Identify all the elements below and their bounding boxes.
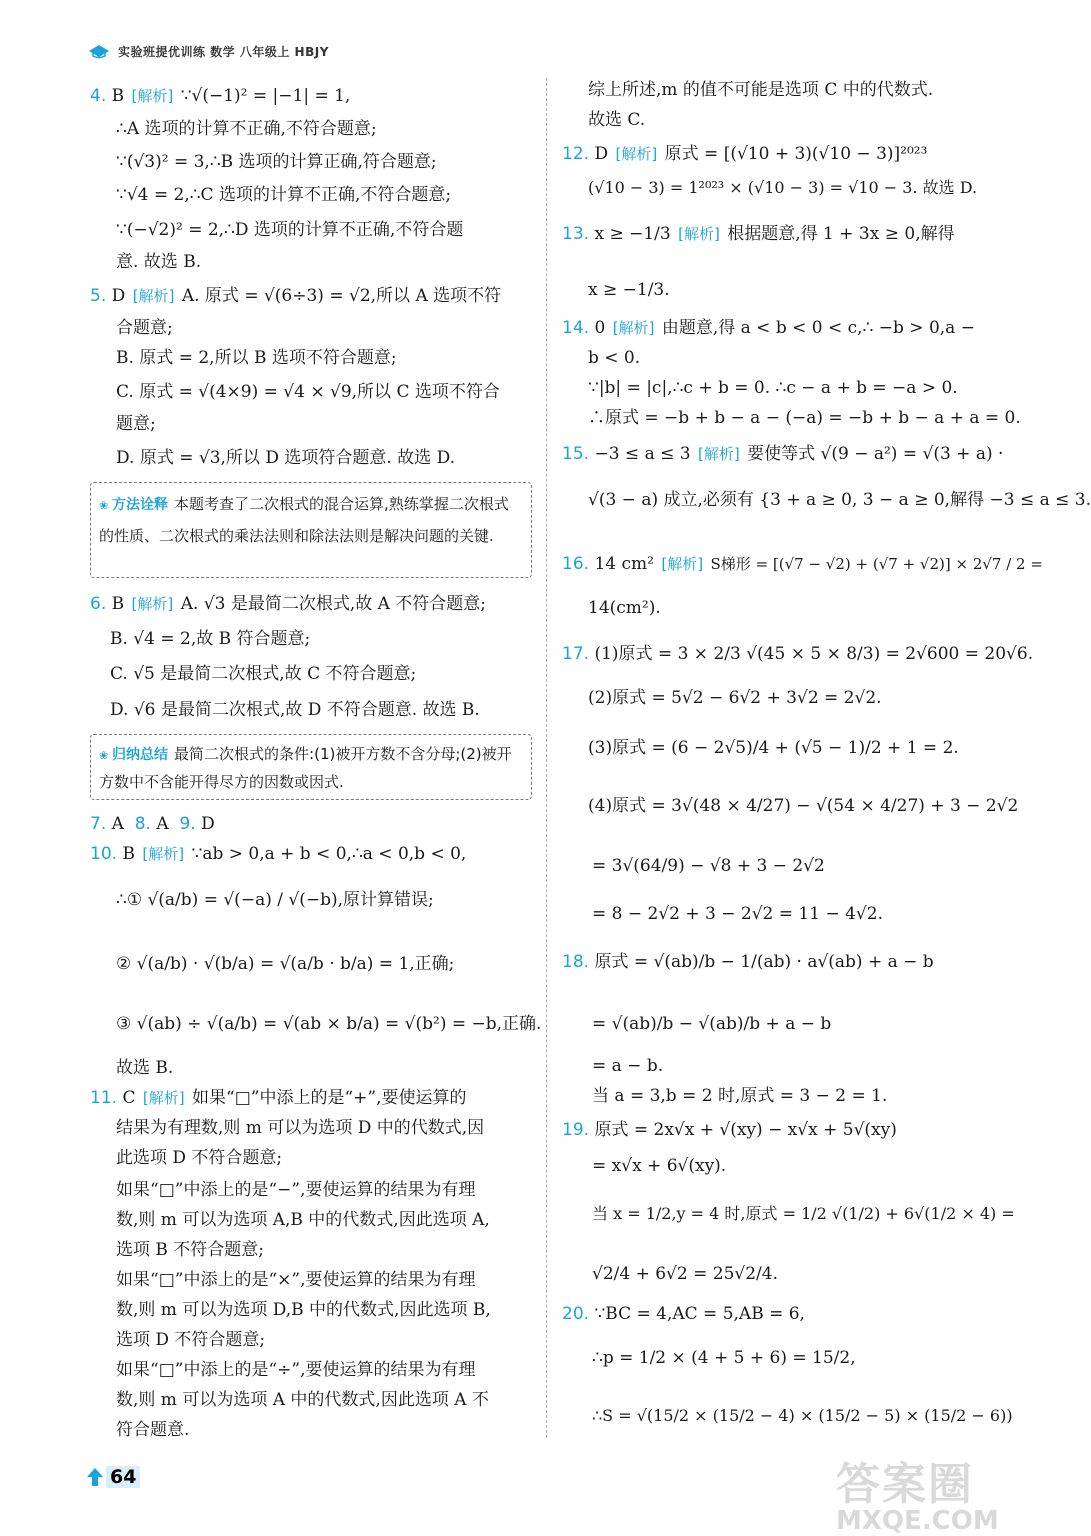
q11-line: 如果“□”中添上的是“−”,要使运算的结果为有理: [116, 1180, 476, 1200]
q17-line: = 8 − 2√2 + 3 − 2√2 = 11 − 4√2.: [592, 904, 883, 924]
q15-line: √(3 − a) 成立,必须有 {3 + a ≥ 0, 3 − a ≥ 0,解得 −3 ≤ a ≤ 3.: [588, 490, 1091, 510]
q7-number: 7.: [90, 814, 107, 834]
q17-line: (3)原式 = (6 − 2√5)/4 + (√5 − 1)/2 + 1 = 2.: [588, 738, 959, 758]
q14-answer: 0: [594, 318, 606, 338]
q11-tag: [ 解析 ]: [141, 1086, 187, 1110]
q16-head: [562, 552, 1043, 576]
up-arrow-icon: [86, 1467, 104, 1487]
q10-tag: [ 解析 ]: [140, 842, 186, 866]
q8-number: 8.: [134, 814, 151, 834]
q18-line: = a − b.: [592, 1056, 664, 1076]
summary-note-tag: ❀ 归纳总结: [99, 747, 168, 763]
q5-line: 题意;: [116, 414, 156, 434]
q11-line: 选项 B 不符合题意;: [116, 1240, 265, 1260]
q17-line: (1)原式 = 3 × 2/3 √(45 × 5 × 8/3) = 2√600 = 20√6.: [594, 644, 1034, 664]
q11-line: 数,则 m 可以为选项 A 中的代数式,因此选项 A 不: [116, 1390, 489, 1410]
q14-line: ∴原式 = −b + b − a − (−a) = −b + b − a + a = 0.: [588, 408, 1021, 428]
q19-number: 19.: [562, 1120, 590, 1140]
q7-answer: A: [111, 814, 124, 834]
q13-number: 13.: [562, 224, 590, 244]
q14-line: b < 0.: [588, 348, 641, 368]
q6-head: [90, 592, 486, 616]
method-note-text: [99, 489, 523, 551]
q16-tag: [ 解析 ]: [659, 552, 705, 576]
q5-line: 合题意;: [116, 318, 173, 338]
q11-line: 此选项 D 不符合题意;: [116, 1148, 283, 1168]
q14-line: ∵|b| = |c|,∴c + b = 0. ∴c − a + b = −a > 0.: [588, 378, 958, 398]
q5-number: 5.: [90, 286, 107, 306]
q14-line: 由题意,得 a < b < 0 < c,∴ −b > 0,a −: [661, 318, 975, 338]
q20-line: ∵BC = 4,AC = 5,AB = 6,: [594, 1304, 805, 1324]
q14-number: 14.: [562, 318, 590, 338]
q13-head: [562, 222, 955, 246]
method-note-box: [90, 482, 532, 578]
q6-line: D. √6 是最简二次根式,故 D 不符合题意. 故选 B.: [110, 700, 480, 720]
q20-head: [562, 1302, 805, 1326]
q5-answer: D: [111, 286, 126, 306]
q6-line: A. √3 是最简二次根式,故 A 不符合题意;: [180, 594, 487, 614]
q12-number: 12.: [562, 144, 590, 164]
watermark-text: 答案圈: [836, 1459, 974, 1510]
summary-note-box: [90, 734, 532, 800]
q4-head: [90, 84, 350, 108]
q17-line: = 3√(64/9) − √8 + 3 − 2√2: [592, 856, 825, 876]
q18-number: 18.: [562, 952, 590, 972]
q17-number: 17.: [562, 644, 590, 664]
q12-head: [562, 142, 927, 166]
method-note-body: 本题考查了二次根式的混合运算,熟练掌握二次根式的性质、二次根式的乘法法则和除法法则是解决问题的关键.: [99, 495, 509, 545]
q11-answer: C: [122, 1088, 136, 1108]
q11-line: 如果“□”中添上的是“×”,要使运算的结果为有理: [116, 1270, 476, 1290]
book-title: 实验班提优训练 数学 八年级上 HBJY: [118, 44, 329, 59]
q11-line: 数,则 m 可以为选项 A,B 中的代数式,因此选项 A,: [116, 1210, 490, 1230]
q11-cont-line: 综上所述,m 的值不可能是选项 C 中的代数式.: [588, 80, 934, 100]
q4-line: ∵(−√2)² = 2,∴D 选项的计算不正确,不符合题: [116, 220, 464, 240]
q10-line: 故选 B.: [116, 1058, 174, 1078]
q11-line: 如果“□”中添上的是“+”,要使运算的: [192, 1088, 467, 1108]
page-number-value: 64: [106, 1466, 140, 1488]
q4-line: ∵√(−1)² = |−1| = 1,: [180, 86, 351, 106]
q6-answer: B: [111, 594, 125, 614]
q12-line: (√10 − 3) = 1²⁰²³ × (√10 − 3) = √10 − 3. 故选 D.: [588, 178, 978, 197]
q4-number: 4.: [90, 86, 107, 106]
q5-line: D. 原式 = √3,所以 D 选项符合题意. 故选 D.: [116, 448, 456, 468]
q15-tag: [ 解析 ]: [696, 442, 742, 466]
q12-answer: D: [594, 144, 609, 164]
summary-note-text: [99, 741, 523, 795]
q9-number: 9.: [179, 814, 196, 834]
q20-number: 20.: [562, 1304, 590, 1324]
q18-head: [562, 950, 934, 974]
q14-tag: [ 解析 ]: [611, 316, 657, 340]
q15-line: 要使等式 √(9 − a²) = √(3 + a) ·: [747, 444, 1004, 464]
q18-line: 当 a = 3,b = 2 时,原式 = 3 − 2 = 1.: [592, 1086, 888, 1106]
method-note-tag: ❀ 方法诠释: [99, 497, 168, 513]
q13-line: 根据题意,得 1 + 3x ≥ 0,解得: [727, 224, 955, 244]
q19-line: √2/4 + 6√2 = 25√2/4.: [592, 1264, 778, 1284]
q15-answer: −3 ≤ a ≤ 3: [594, 444, 691, 464]
q6-line: B. √4 = 2,故 B 符合题意;: [110, 629, 311, 649]
q18-line: = √(ab)/b − √(ab)/b + a − b: [592, 1014, 832, 1034]
column-divider: [546, 78, 547, 1438]
q15-number: 15.: [562, 444, 590, 464]
q16-line: S梯形 = [(√7 − √2) + (√7 + √2)] × 2√7 / 2 =: [710, 555, 1043, 573]
q4-tag: [ 解析 ]: [130, 84, 176, 108]
q10-head: [90, 842, 466, 866]
q11-head: [90, 1086, 467, 1110]
q4-line: ∵(√3)² = 3,∴B 选项的计算正确,符合题意;: [116, 152, 437, 172]
q18-line: 原式 = √(ab)/b − 1/(ab) · a√(ab) + a − b: [594, 952, 934, 972]
q13-tag: [ 解析 ]: [676, 222, 722, 246]
q12-tag: [ 解析 ]: [614, 142, 660, 166]
q16-answer: 14 cm²: [594, 554, 654, 574]
q5-line: B. 原式 = 2,所以 B 选项不符合题意;: [116, 348, 397, 368]
q17-line: (2)原式 = 5√2 − 6√2 + 3√2 = 2√2.: [588, 688, 882, 708]
q10-answer: B: [122, 844, 135, 864]
q5-line: A. 原式 = √(6÷3) = √2,所以 A 选项不符: [181, 286, 502, 306]
q16-number: 16.: [562, 554, 590, 574]
q19-line: 原式 = 2x√x + √(xy) − x√x + 5√(xy): [594, 1120, 897, 1140]
q19-head: [562, 1118, 897, 1142]
q19-line: 当 x = 1/2,y = 4 时,原式 = 1/2 √(1/2) + 6√(1/2 × 4) =: [592, 1204, 1015, 1223]
q5-line: C. 原式 = √(4×9) = √4 × √9,所以 C 选项不符合: [116, 382, 500, 402]
q13-line: x ≥ −1/3.: [588, 280, 670, 300]
q11-cont-line: 故选 C.: [588, 110, 646, 130]
q16-line: 14(cm²).: [588, 598, 661, 618]
q11-line: 结果为有理数,则 m 可以为选项 D 中的代数式,因: [116, 1118, 485, 1138]
q12-line: 原式 = [(√10 + 3)(√10 − 3)]²⁰²³: [664, 144, 928, 164]
summary-note-body: 最简二次根式的条件:(1)被开方数不含分母;(2)被开方数中不含能开得尽方的因数或因式.: [99, 745, 512, 791]
q6-number: 6.: [90, 594, 107, 614]
q6-line: C. √5 是最简二次根式,故 C 不符合题意;: [110, 664, 417, 684]
q4-line: 意. 故选 B.: [116, 252, 202, 272]
q10-line: ③ √(ab) ÷ √(a/b) = √(ab × b/a) = √(b²) = −b,正确.: [116, 1014, 542, 1034]
q13-answer: x ≥ −1/3: [594, 224, 671, 244]
q11-number: 11.: [90, 1088, 118, 1108]
q11-line: 符合题意.: [116, 1420, 190, 1440]
q4-line: ∴A 选项的计算不正确,不符合题意;: [116, 119, 377, 139]
q11-line: 选项 D 不符合题意;: [116, 1330, 266, 1350]
q15-head: [562, 442, 1003, 466]
q8-answer: A: [156, 814, 169, 834]
book-logo-icon: [88, 43, 110, 59]
page-number: [86, 1466, 140, 1488]
watermark-url: MXQE.COM: [836, 1506, 999, 1536]
q10-number: 10.: [90, 844, 118, 864]
q10-line: ∴① √(a/b) = √(−a) / √(−b),原计算错误;: [116, 890, 434, 910]
q7-9-answers: [90, 812, 215, 836]
q11-line: 如果“□”中添上的是“÷”,要使运算的结果为有理: [116, 1360, 476, 1380]
q4-answer: B: [111, 86, 125, 106]
q20-line: ∴S = √(15/2 × (15/2 − 4) × (15/2 − 5) × (15/2 − 6)): [592, 1406, 1013, 1425]
q5-tag: [ 解析 ]: [131, 284, 177, 308]
q5-head: [90, 284, 501, 308]
q10-line: ② √(a/b) · √(b/a) = √(a/b · b/a) = 1,正确;: [116, 954, 455, 974]
watermark-logo: [836, 1448, 1004, 1536]
q9-answer: D: [201, 814, 215, 834]
page-header: [88, 40, 329, 62]
q14-head: [562, 316, 975, 340]
q11-line: 数,则 m 可以为选项 D,B 中的代数式,因此选项 B,: [116, 1300, 491, 1320]
q20-line: ∴p = 1/2 × (4 + 5 + 6) = 15/2,: [592, 1348, 856, 1368]
q17-line: (4)原式 = 3√(48 × 4/27) − √(54 × 4/27) + 3 − 2√2: [588, 796, 1019, 816]
q6-tag: [ 解析 ]: [130, 592, 176, 616]
q17-head: [562, 642, 1033, 666]
q4-line: ∵√4 = 2,∴C 选项的计算不正确,不符合题意;: [116, 185, 452, 205]
q10-line: ∵ab > 0,a + b < 0,∴a < 0,b < 0,: [191, 844, 467, 864]
q19-line: = x√x + 6√(xy).: [592, 1156, 727, 1176]
